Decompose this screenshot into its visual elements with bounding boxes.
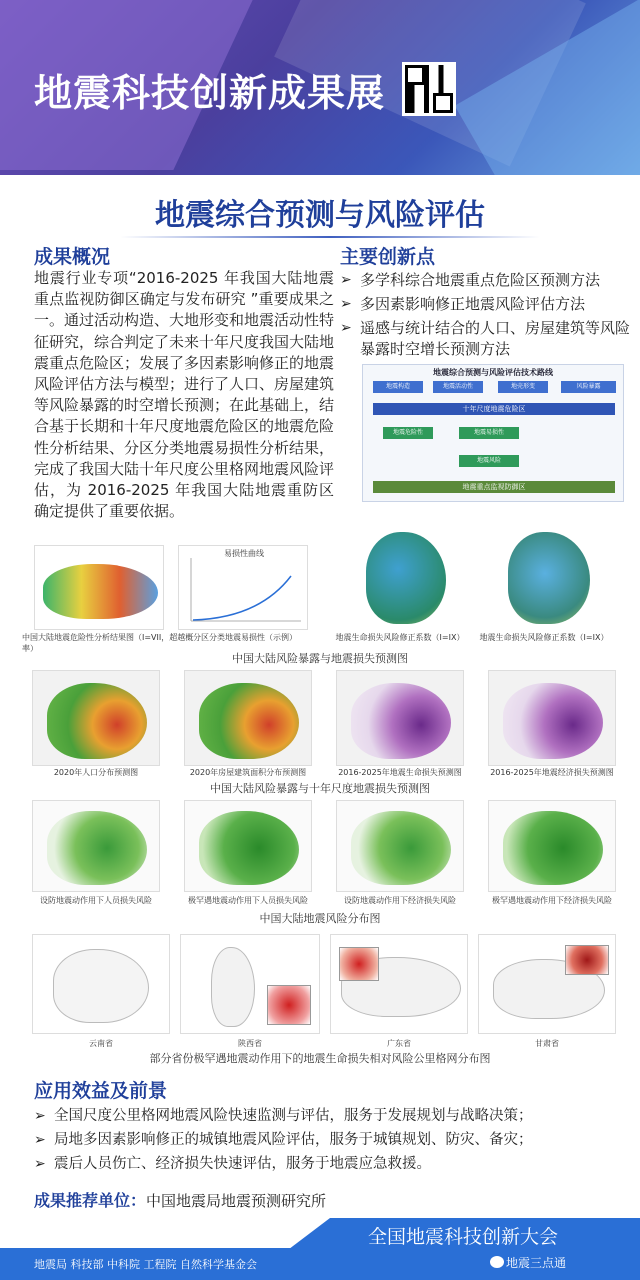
footer-title: 全国地震科技创新大会	[368, 1226, 559, 1248]
vulnerability-curve-svg	[179, 546, 308, 630]
map-region	[351, 683, 451, 759]
map-region	[366, 532, 446, 624]
row-title: 中国大陆风险暴露与地震损失预测图	[232, 652, 408, 665]
map-region	[199, 811, 299, 885]
map-region	[351, 811, 451, 885]
technical-route-diagram	[362, 364, 624, 502]
life-loss-map	[336, 670, 464, 766]
map-region	[47, 811, 147, 885]
province-map-shaanxi	[180, 934, 320, 1034]
footer-organizations: 地震局 科技部 中科院 工程院 自然科学基金会	[34, 1258, 257, 1271]
map-region	[503, 811, 603, 885]
recommend-line	[34, 1188, 326, 1211]
risk-map-3	[336, 800, 464, 892]
row-title: 部分省份极罕遇地震动作用下的地震生命损失相对风险公里格网分布图	[149, 1052, 491, 1065]
economic-loss-map	[488, 670, 616, 766]
subtitle-divider	[120, 236, 540, 238]
chart-title: 易损性曲线	[224, 549, 264, 558]
diagram-node: 地震危险性	[383, 427, 433, 439]
map-region	[503, 683, 603, 759]
exhibition-title: 地震科技创新成果展	[34, 71, 386, 115]
figure-caption: 地震生命损失风险修正系数（I=IX）	[335, 633, 465, 642]
wechat-icon	[490, 1256, 504, 1268]
risk-map-2	[184, 800, 312, 892]
province-inset	[339, 947, 379, 981]
figure-caption: 2016-2025年地震生命损失预测图	[338, 768, 462, 777]
map-region	[47, 683, 147, 759]
province-inset	[565, 945, 609, 975]
benefit-item: ➢ 震后人员伤亡、经济损失快速评估，服务于地震应急救援。	[34, 1152, 634, 1176]
map-region	[508, 532, 590, 624]
diagram-node: 地震风险	[459, 455, 519, 467]
diagram-box: 风险暴露	[561, 381, 616, 393]
innovation-item: ➢ 多因素影响修正地震风险评估方法	[340, 294, 630, 315]
map-region	[53, 949, 149, 1023]
row-title: 中国大陆地震风险分布图	[259, 912, 381, 925]
wechat-account: 地震三点通	[506, 1256, 567, 1270]
diagram-bar: 十年尺度地震危险区	[373, 403, 615, 415]
province-map-gansu	[478, 934, 616, 1034]
figure-caption: 陕西省	[238, 1039, 262, 1048]
figure-caption: 地震生命损失风险修正系数（I=IX）	[479, 633, 609, 642]
figure-caption: 中国大陆地震危险性分析结果图（I=VII，超越概率）	[22, 633, 194, 653]
innovation-item: ➢ 多学科综合地震重点危险区预测方法	[340, 270, 630, 291]
recommend-value: 中国地震局地震预测研究所	[146, 1192, 327, 1210]
vulnerability-chart	[178, 545, 308, 630]
footer-cut	[0, 1218, 330, 1248]
province-map-guangdong	[330, 934, 468, 1034]
figure-caption: 广东省	[387, 1039, 411, 1048]
risk-map-1	[32, 800, 160, 892]
benefit-item: ➢ 局地多因素影响修正的城镇地震风险评估，服务于城镇规划、防灾、备灾；	[34, 1128, 634, 1152]
benefits-heading: 应用效益及前景	[34, 1080, 168, 1102]
province-inset	[267, 985, 311, 1025]
innovation-list	[340, 270, 630, 363]
figure-caption: 分区分类地震易损性（示例）	[193, 633, 297, 642]
risk-map-4	[488, 800, 616, 892]
qr-code[interactable]	[402, 62, 456, 116]
overview-heading: 成果概况	[34, 246, 111, 268]
diagram-box: 地震构造	[373, 381, 423, 393]
figure-caption: 极罕遇地震动作用下人员损失风险	[188, 896, 308, 905]
figure-caption: 2020年人口分布预测图	[53, 768, 139, 777]
correction-map-left	[346, 510, 466, 630]
poster-subtitle: 地震综合预测与风险评估	[155, 198, 485, 233]
province-map-yunnan	[32, 934, 170, 1034]
map-region	[199, 683, 299, 759]
benefit-item: ➢ 全国尺度公里格网地震风险快速监测与评估，服务于发展规划与战略决策；	[34, 1104, 634, 1128]
qr-code-pattern	[405, 65, 453, 113]
benefits-list	[34, 1104, 634, 1176]
figure-caption: 极罕遇地震动作用下经济损失风险	[492, 896, 612, 905]
innovation-item: ➢ 遥感与统计结合的人口、房屋建筑等风险暴露时空增长预测方法	[340, 318, 630, 360]
map-region	[211, 947, 255, 1027]
diagram-box: 地震活动性	[433, 381, 483, 393]
figure-caption: 云南省	[89, 1039, 113, 1048]
diagram-bar: 地震重点监视防御区	[373, 481, 615, 493]
row-title: 中国大陆风险暴露与十年尺度地震损失预测图	[210, 782, 430, 795]
correction-map-right	[490, 510, 610, 630]
figure-caption: 设防地震动作用下人员损失风险	[40, 896, 152, 905]
recommend-label: 成果推荐单位：	[34, 1191, 147, 1210]
diagram-node: 地震易损性	[459, 427, 519, 439]
figure-caption: 甘肃省	[535, 1039, 559, 1048]
diagram-box: 地壳形变	[498, 381, 548, 393]
population-map	[32, 670, 160, 766]
overview-text: 地震行业专项“2016-2025 年我国大陆地震重点监视防御区确定与发布研究 ”重要成果之一。通过活动构造、大地形变和地震活动性特征研究，综合判定了未来十年尺度我国大陆地震重点危险区；发展了多因素影响修正的地震风险评估方法与模型；进行了人口、房屋建筑等风险暴露的时空增长预测；在此基础上，结合基于长期和十年尺度地震危险区的地震危险性分析结果、分区分类地震易损性分析结果，完成了我国大陆十年尺度公里格网地震风险评估，为 2016-2025 年我国大陆地震重防区确定提供了重要依据。	[34, 269, 335, 521]
hazard-map	[34, 545, 164, 630]
figure-caption: 2020年房屋建筑面积分布预测图	[189, 768, 307, 777]
header-banner	[0, 0, 640, 175]
map-region	[43, 564, 158, 619]
building-map	[184, 670, 312, 766]
diagram-title: 地震综合预测与风险评估技术路线	[433, 368, 553, 377]
figure-caption: 设防地震动作用下经济损失风险	[344, 896, 456, 905]
innovation-heading: 主要创新点	[340, 246, 436, 268]
figure-caption: 2016-2025年地震经济损失预测图	[490, 768, 614, 777]
